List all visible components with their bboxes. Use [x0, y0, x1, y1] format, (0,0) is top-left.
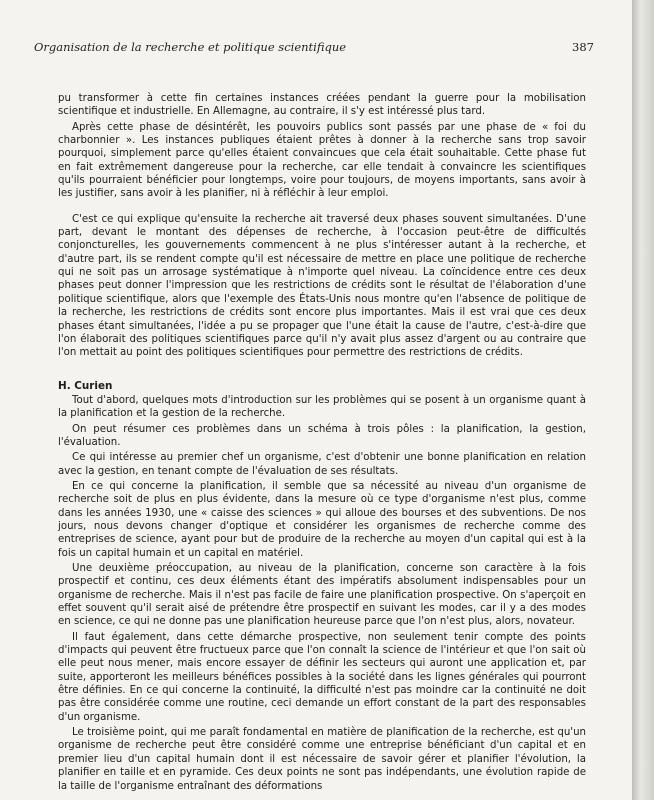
paragraph: On peut résumer ces problèmes dans un schéma à trois pôles : la planification, la gestion, l'évaluation.: [58, 423, 586, 448]
paragraph-gap: [58, 203, 586, 213]
page-edge: [632, 0, 654, 800]
section-gap: [58, 362, 586, 372]
speaker-heading: H. Curien: [58, 379, 113, 392]
page-number: 387: [572, 40, 594, 54]
paragraph: En ce qui concerne la planification, il semble que sa nécessité au niveau d'un organisme de recherche soit de plus en plus évidente, dans la mesure où ce type d'organisme n'est plus, comme dans les années 1930, une « caisse des sciences » qui alloue des bourses et des subventions. De nos jours, nous devons changer d'optique et considérer les organismes de recherche comme des entreprises de science, ayant pour but de produire de la recherche au moyen d'un capital qui est à la fois un capital humain et un capital en matériel.: [58, 480, 586, 559]
paragraph: Tout d'abord, quelques mots d'introduction sur les problèmes qui se posent à un organisme quant à la planification et la gestion de la recherche.: [58, 394, 586, 420]
running-head: [34, 40, 594, 54]
body-text: [58, 92, 586, 795]
paragraph: Ce qui intéresse au premier chef un organisme, c'est d'obtenir une bonne planification en relation avec la gestion, en tenant compte de l'évaluation de ses résultats.: [58, 452, 586, 477]
paragraph: Après cette phase de désintérêt, les pouvoirs publics sont passés par une phase de « foi du charbonnier ». Les instances publiques étaient prêtes à donner à la recherche sans trop savoir pourquoi, simplement parce qu'elles étaient convaincues que cela était souhaitable. Cette phase fut en fait extrêmement dangereuse pour la recherche, car elle tendait à convaincre les scientifiques qu'ils pourraient bénéficier pour longtemps, voire pour toujours, de moyens importants, sans avoir à les justifier, sans avoir à les planifier, ni à réfléchir à leur emploi.: [58, 121, 586, 200]
paragraph: Le troisième point, qui me paraît fondamental en matière de planification de la recherche, est qu'un organisme de recherche peut être considéré comme une entreprise bénéficiant d'un capital et en premier lieu d'un capital humain dont il est nécessaire de savoir gérer et planifier l'évolution, la planifier en taille et en pyramide. Ces deux points ne sont pas indépendants, une évolution rapide de la taille de l'organisme entraînant des déformations: [58, 727, 586, 792]
running-title: Organisation de la recherche et politique scientifique: [34, 40, 347, 54]
paragraph: pu transformer à cette fin certaines instances créées pendant la guerre pour la mobilisation scientifique et industrielle. En Allemagne, au contraire, il s'y est intéressé plus tard.: [58, 93, 586, 118]
paragraph: C'est ce qui explique qu'ensuite la recherche ait traversé deux phases souvent simultanées. D'une part, devant le montant des dépenses de recherche, à l'occasion peut-être de difficultés conjoncturelles, les gouvernements commencent à ne plus s'intéresser autant à la recherche, et d'autre part, ils se rendent compte qu'il est nécessaire de mettre en place une politique de recherche qui ne soit pas un arrosage systématique à n'importe quel niveau. La coïncidence entre ces deux phases peut donner l'impression que les restrictions de crédits sont le résultat de l'élaboration d'une politique scientifique, alors que l'exemple des États-Unis nous montre qu'en l'absence de politique de la recherche, les restrictions de crédits sont encore plus importantes. Mais il est vrai que ces deux phases étant simultanées, l'idée a pu se propager que l'une était la cause de l'autre, c'est-à-dire que l'on élaborait des politiques scientifiques parce qu'il n'y avait plus assez d'argent ou au contraire que l'on mettait au point des politiques scientifiques pour permettre des restrictions de crédits.: [58, 213, 586, 359]
paragraph: Il faut également, dans cette démarche prospective, non seulement tenir compte des points d'impacts qui peuvent être fructueux parce que l'on connaît la science de l'intérieur et que l'on sait où elle peut nous mener, mais encore essayer de définir les secteurs qui auront une application et, par suite, apporteront les meilleurs bénéfices possibles à la société dans les lignes générales qui pourront être définies. En ce qui concerne la continuité, la difficulté n'est pas moindre car la continuité ne doit pas être considérée comme une routine, ceci demande un effort constant de la part des responsables d'un organisme.: [58, 631, 586, 723]
paragraph: Une deuxième préoccupation, au niveau de la planification, concerne son caractère à la fois prospectif et continu, ces deux éléments étant des impératifs absolument indispensables pour un organisme de recherche. Mais il n'est pas facile de faire une planification prospective. On s'aperçoit en effet souvent qu'il serait aisé de prétendre être prospectif en suivant les modes, car il y a des modes en science, ce qui ne donne pas une planification heureuse parce que l'on n'est plus, alors, novateur.: [58, 563, 586, 628]
